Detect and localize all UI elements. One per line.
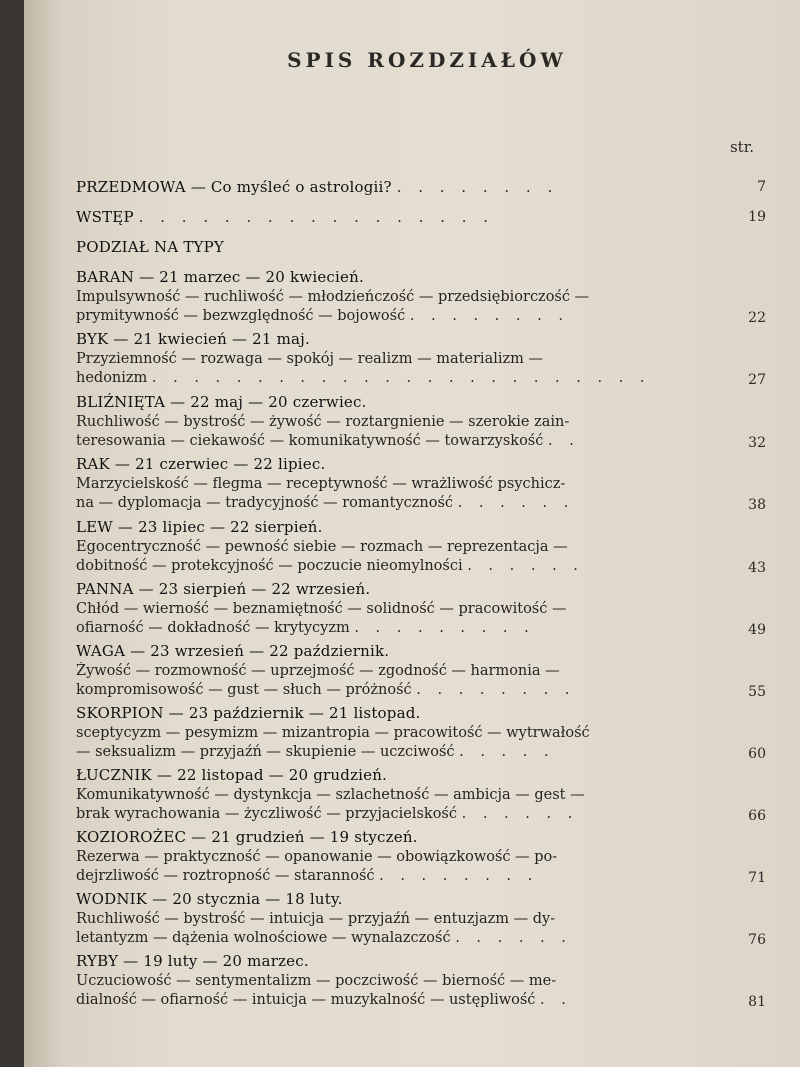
toc-leader-dots: . . . . . . . .	[396, 178, 559, 196]
toc-page-number: 22	[748, 310, 766, 326]
sign-heading: LEW — 23 lipiec — 22 sierpień.	[76, 518, 323, 536]
toc-page-number: 81	[748, 994, 766, 1010]
toc-page-number: 66	[748, 808, 766, 824]
toc-entry-przedmowa	[76, 178, 762, 196]
sign-traits-line: — seksualizm — przyjaźń — skupienie — uczciwość . . . . .	[76, 744, 555, 760]
sign-heading: PANNA — 23 sierpień — 22 wrzesień.	[76, 580, 371, 598]
sign-heading: WAGA — 23 wrzesień — 22 październik.	[76, 642, 390, 660]
toc-page-number: 60	[748, 746, 766, 762]
sign-heading: SKORPION — 23 październik — 21 listopad.	[76, 704, 421, 722]
sign-traits-line: Przyziemność — rozwaga — spokój — realizm — materializm —	[76, 351, 543, 367]
sign-traits-line: Uczuciowość — sentymentalizm — poczciwość — bierność — me-	[76, 973, 557, 989]
toc-page-number: 32	[748, 435, 766, 451]
sign-traits-line: Chłód — wierność — beznamiętność — solidność — pracowitość —	[76, 601, 567, 617]
sign-traits-line: Marzycielskość — flegma — receptywność — wrażliwość psychicz-	[76, 476, 566, 492]
toc-section-heading: PODZIAŁ NA TYPY	[76, 238, 225, 256]
sign-heading: KOZIOROŻEC — 21 grudzień — 19 styczeń.	[76, 828, 418, 846]
page-title: SPIS ROZDZIAŁÓW	[287, 48, 567, 72]
sign-traits-line: Rezerwa — praktyczność — opanowanie — obowiązkowość — po-	[76, 849, 558, 865]
toc-page-number: 19	[748, 209, 766, 225]
sign-heading: BLIŹNIĘTA — 22 maj — 20 czerwiec.	[76, 393, 367, 411]
sign-heading: WODNIK — 20 stycznia — 18 luty.	[76, 890, 343, 908]
toc-page-number: 43	[748, 560, 766, 576]
sign-traits-line: dobitność — protekcyjność — poczucie nieomylności . . . . . .	[76, 558, 584, 574]
toc-page-number: 76	[748, 932, 766, 948]
sign-traits-line: Żywość — rozmowność — uprzejmość — zgodność — harmonia —	[76, 663, 560, 679]
sign-traits-line: Komunikatywność — dystynkcja — szlachetność — ambicja — gest —	[76, 787, 585, 803]
sign-heading: ŁUCZNIK — 22 listopad — 20 grudzień.	[76, 766, 388, 784]
sign-traits-line: sceptycyzm — pesymizm — mizantropia — pracowitość — wytrwałość	[76, 725, 590, 741]
toc-page-number: 7	[757, 179, 766, 195]
sign-heading: BARAN — 21 marzec — 20 kwiecień.	[76, 268, 364, 286]
sign-traits-line: Egocentryczność — pewność siebie — rozmach — reprezentacja —	[76, 539, 568, 555]
sign-heading: RYBY — 19 luty — 20 marzec.	[76, 952, 309, 970]
toc-page-number: 71	[748, 870, 766, 886]
sign-traits-line: na — dyplomacja — tradycyjność — romantyczność . . . . . .	[76, 495, 575, 511]
toc-page-number: 38	[748, 497, 766, 513]
sign-traits-line: letantyzm — dążenia wolnościowe — wynalazczość . . . . . .	[76, 930, 572, 946]
sign-traits-line: brak wyrachowania — życzliwość — przyjacielskość . . . . . .	[76, 806, 579, 822]
page-column-label: str.	[729, 138, 754, 156]
toc-page-number: 55	[748, 684, 766, 700]
sign-traits-line: ofiarność — dokładność — krytycyzm . . . . . . . . .	[76, 620, 535, 636]
toc-entry-text: WSTĘP	[76, 208, 134, 226]
book-page	[24, 0, 800, 1067]
sign-heading: BYK — 21 kwiecień — 21 maj.	[76, 330, 310, 348]
sign-heading: RAK — 21 czerwiec — 22 lipiec.	[76, 455, 326, 473]
toc-page-number: 49	[748, 622, 766, 638]
sign-traits-line: teresowania — ciekawość — komunikatywność — towarzyskość . .	[76, 433, 580, 449]
sign-traits-line: kompromisowość — gust — słuch — próżność . . . . . . . .	[76, 682, 576, 698]
toc-entry-text: PRZEDMOWA — Co myśleć o astrologii?	[76, 178, 392, 196]
toc-page-number: 27	[748, 372, 766, 388]
sign-traits-line: dejrzliwość — roztropność — staranność . . . . . . . .	[76, 868, 539, 884]
toc-entry-wstep	[76, 208, 762, 226]
sign-traits-line: Impulsywność — ruchliwość — młodzieńczość — przedsiębiorczość —	[76, 289, 590, 305]
sign-traits-line: Ruchliwość — bystrość — intuicja — przyjaźń — entuzjazm — dy-	[76, 911, 556, 927]
sign-traits-line: Ruchliwość — bystrość — żywość — roztargnienie — szerokie zain-	[76, 414, 570, 430]
sign-traits-line: prymitywność — bezwzględność — bojowość . . . . . . . .	[76, 308, 569, 324]
sign-traits-line: hedonizm . . . . . . . . . . . . . . . . . . . . . . . .	[76, 370, 651, 386]
sign-traits-line: dialność — ofiarność — intuicja — muzykalność — ustępliwość . .	[76, 992, 572, 1008]
toc-leader-dots: . . . . . . . . . . . . . . . . .	[138, 208, 495, 226]
